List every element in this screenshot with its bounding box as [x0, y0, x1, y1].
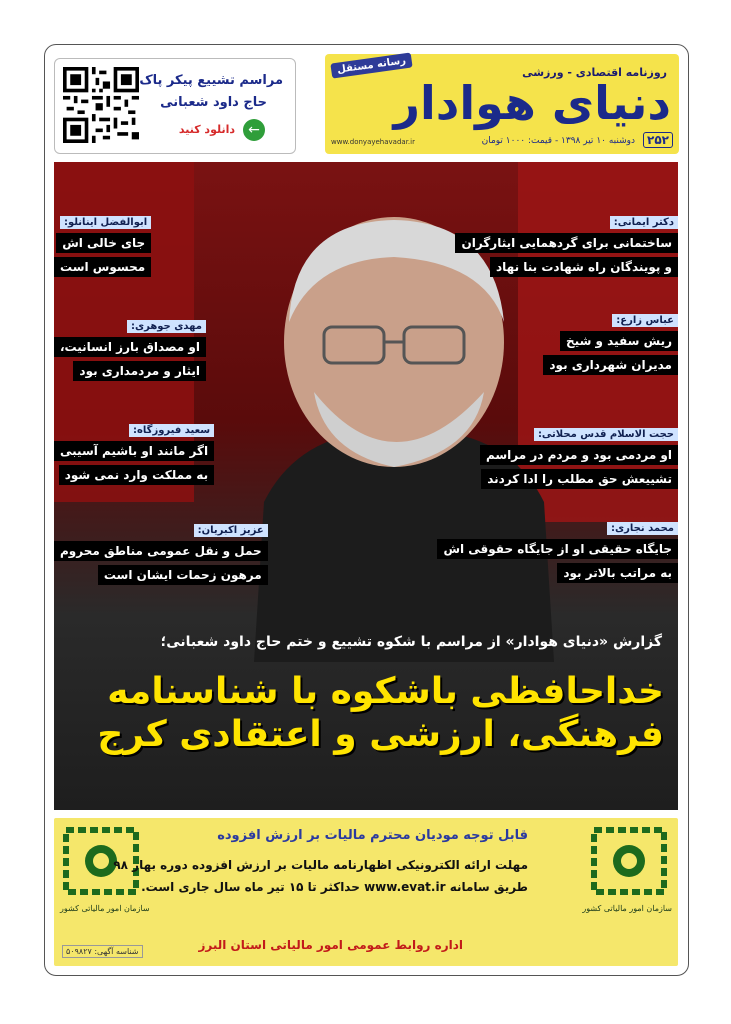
quote-line: تشییعش حق مطلب را ادا کردند — [481, 469, 678, 489]
quote-speaker: سعید فیروزگاه: — [129, 424, 214, 437]
quote-line: مرهون زحمات ایشان است — [98, 565, 268, 585]
promo-line-2: حاج داود شعبانی — [160, 95, 267, 110]
cover-photo — [54, 162, 678, 810]
date-price: دوشنبه ۱۰ تیر ۱۳۹۸ - قیمت: ۱۰۰۰ تومان — [481, 136, 635, 146]
quote-speaker: مهدی جوهری: — [127, 320, 206, 333]
quote-line: محسوس است — [54, 257, 151, 277]
independent-badge: رسانه مستقل — [330, 52, 413, 78]
tax-org-name: سازمان امور مالیاتی کشور — [60, 904, 150, 913]
tax-org-name: سازمان امور مالیاتی کشور — [582, 904, 672, 913]
promo-box — [54, 58, 296, 154]
quote-line: جایگاه حقیقی او از جایگاه حقوقی اش — [437, 539, 678, 559]
qr-code-icon[interactable] — [63, 67, 139, 143]
quote-line: ساختمانی برای گردهمایی ایثارگران — [455, 233, 678, 253]
quote-line: مدیران شهرداری بود — [543, 355, 678, 375]
quote-line: به مملکت وارد نمی شود — [59, 465, 214, 485]
promo-line-1: مراسم تشییع پیکر پاک — [139, 73, 283, 88]
quote-line: ایثار و مردمداری بود — [73, 361, 206, 381]
ad-footer: اداره روابط عمومی امور مالیاتی استان البرز — [198, 938, 463, 952]
newspaper-logo: دنیای هوادار — [393, 76, 671, 130]
quote-speaker: محمد نجاری: — [607, 522, 678, 535]
ad-line-2: طریق سامانه www.evat.ir حداکثر تا ۱۵ تیر ماه سال جاری است. — [141, 880, 528, 894]
quote-speaker: عزیز اکبریان: — [194, 524, 268, 537]
quote-line: اگر مانند او باشیم آسیبی — [54, 441, 214, 461]
quote-line: او مصداق بارز انسانیت، — [54, 337, 206, 357]
quote-line: جای خالی اش — [56, 233, 151, 253]
quote-block — [480, 422, 678, 489]
quote-line: او مردمی بود و مردم در مراسم — [480, 445, 678, 465]
quote-block — [54, 210, 151, 277]
quote-speaker: ابوالفضل اینانلو: — [60, 216, 151, 229]
website-url[interactable]: www.donyayehavadar.ir — [331, 138, 415, 146]
masthead-subtitle: روزنامه اقتصادی - ورزشی — [522, 66, 667, 79]
ad-code: شناسه آگهی: ۵۰۹۸۲۷ — [62, 945, 143, 958]
tax-advertisement — [54, 818, 678, 966]
main-headline — [97, 670, 664, 756]
quote-line: ریش سفید و شیخ — [560, 331, 678, 351]
headline-line-2: فرهنگی، ارزشی و اعتقادی کرج — [97, 714, 664, 756]
quote-line: به مراتب بالاتر بود — [557, 563, 678, 583]
headline-kicker: گزارش «دنیای هوادار» از مراسم با شکوه تشییع و ختم حاج داود شعبانی؛ — [160, 634, 662, 650]
download-link[interactable]: دانلود کنید — [178, 123, 235, 136]
ad-line-1: مهلت ارائه الکترونیکی اظهارنامه مالیات بر ارزش افزوده دوره بهار ۹۸ — [113, 858, 528, 872]
download-arrow-icon[interactable]: ← — [243, 119, 265, 141]
quote-block — [54, 518, 268, 585]
quote-block — [54, 418, 214, 485]
quote-block — [54, 314, 206, 381]
quote-line: حمل و نقل عمومی مناطق محروم — [54, 541, 268, 561]
quote-block — [543, 308, 678, 375]
quote-speaker: دکتر ایمانی: — [610, 216, 678, 229]
issue-number: ۲۵۲ — [643, 132, 673, 148]
masthead — [325, 54, 679, 154]
headline-line-1: خداحافظی باشکوه با شناسنامه — [107, 671, 664, 712]
quote-speaker: حجت الاسلام قدس محلاتی: — [534, 428, 678, 441]
quote-block — [455, 210, 678, 277]
quote-line: و پویندگان راه شهادت بنا نهاد — [490, 257, 678, 277]
quote-speaker: عباس زارع: — [612, 314, 678, 327]
ad-title: قابل توجه مودیان محترم مالیات بر ارزش افزوده — [217, 828, 528, 843]
quote-block — [437, 516, 678, 583]
tax-org-emblem-icon — [590, 826, 668, 896]
